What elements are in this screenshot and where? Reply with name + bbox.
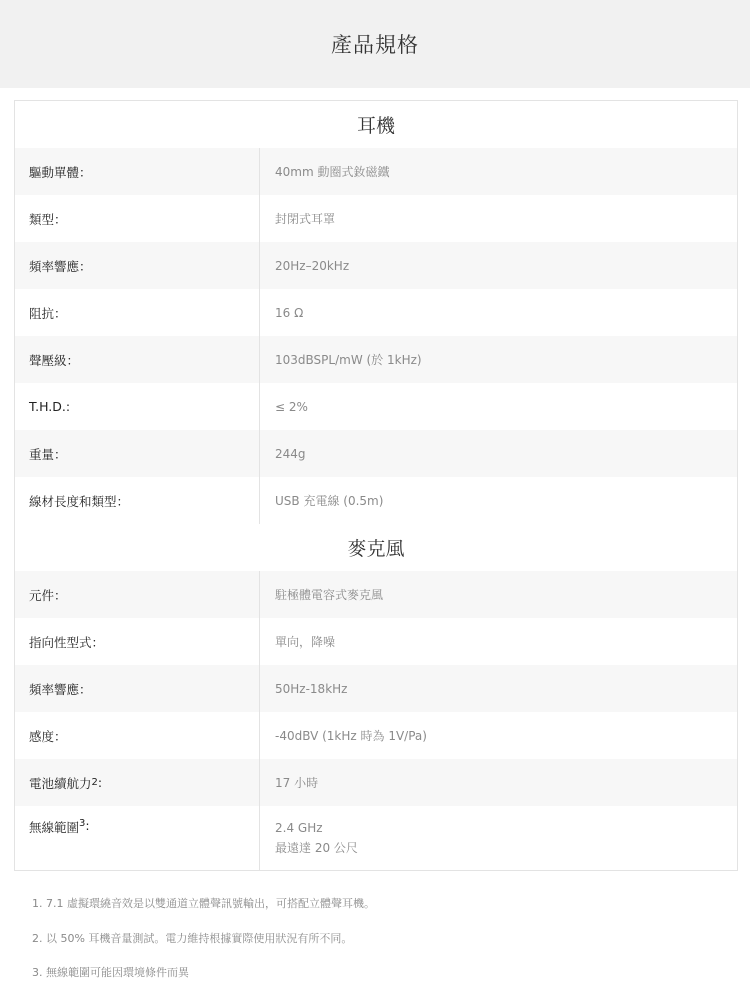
spec-label: 元件： <box>15 571 260 618</box>
spec-row <box>15 759 737 806</box>
spec-value <box>260 806 737 870</box>
spec-value: 16 Ω <box>275 305 304 320</box>
spec-row <box>15 618 737 665</box>
spec-row <box>15 336 737 383</box>
spec-value: 20Hz–20kHz <box>275 258 350 273</box>
spec-label <box>15 806 260 870</box>
spec-row <box>15 571 737 618</box>
spec-value-line: 2.4 GHz <box>275 821 323 835</box>
spec-label-suffix: : <box>85 818 90 833</box>
footnote-ref: 3 <box>79 818 86 829</box>
spec-table <box>14 100 738 871</box>
spec-label: 重量： <box>15 430 260 477</box>
spec-row <box>15 430 737 477</box>
spec-row <box>15 806 737 870</box>
spec-label: 線材長度和類型： <box>15 477 260 524</box>
spec-label: 頻率響應： <box>15 665 260 712</box>
footnote-1: 1. 7.1 虛擬環繞音效是以雙通道立體聲訊號輸出，可搭配立體聲耳機。 <box>32 897 375 910</box>
spec-label <box>15 759 260 806</box>
spec-row <box>15 289 737 336</box>
spec-label: 聲壓級： <box>15 336 260 383</box>
spec-value: 封閉式耳罩 <box>275 212 336 226</box>
spec-label: 類型： <box>15 195 260 242</box>
spec-row <box>15 383 737 430</box>
spec-value: USB 充電線 (0.5m) <box>275 494 384 508</box>
section-title-microphone: 麥克風 <box>15 524 737 571</box>
section-title-headphones: 耳機 <box>15 101 737 148</box>
spec-value: 103dBSPL/mW (於 1kHz) <box>275 353 422 367</box>
spec-value: 40mm 動圈式釹磁鐵 <box>275 165 390 179</box>
spec-value: 244g <box>275 446 306 461</box>
spec-row <box>15 477 737 524</box>
spec-value: ≤ 2% <box>275 399 308 414</box>
spec-label: 感度： <box>15 712 260 759</box>
spec-value: -40dBV (1kHz 時為 1V/Pa) <box>275 729 427 743</box>
spec-label-text: 電池續航力 <box>29 775 92 791</box>
spec-label: 阻抗： <box>15 289 260 336</box>
footnote-3: 3. 無線範圍可能因環境條件而異 <box>32 966 189 979</box>
spec-label: 頻率響應： <box>15 242 260 289</box>
footnote-2: 2. 以 50% 耳機音量測試。電力維持根據實際使用狀況有所不同。 <box>32 931 353 945</box>
page-title: 產品規格 <box>331 33 419 57</box>
spec-row <box>15 148 737 195</box>
spec-value-line: 最遠達 20 公尺 <box>275 841 358 855</box>
spec-value: 17 小時 <box>275 776 319 790</box>
spec-row <box>15 712 737 759</box>
spec-row <box>15 242 737 289</box>
spec-row <box>15 195 737 242</box>
spec-row <box>15 665 737 712</box>
footnotes <box>32 894 732 998</box>
spec-label: T.H.D.: <box>15 383 260 430</box>
spec-label: 指向性型式： <box>15 618 260 665</box>
spec-value: 單向，降噪 <box>275 635 336 649</box>
footnote-ref: 2 <box>91 777 98 788</box>
spec-label-text: 無線範圍 <box>29 820 80 835</box>
spec-value: 50Hz-18kHz <box>275 681 348 696</box>
page-header <box>0 0 750 88</box>
spec-label-suffix: : <box>97 775 103 790</box>
spec-label: 驅動單體： <box>15 148 260 195</box>
spec-value: 駐極體電容式麥克風 <box>275 588 384 602</box>
